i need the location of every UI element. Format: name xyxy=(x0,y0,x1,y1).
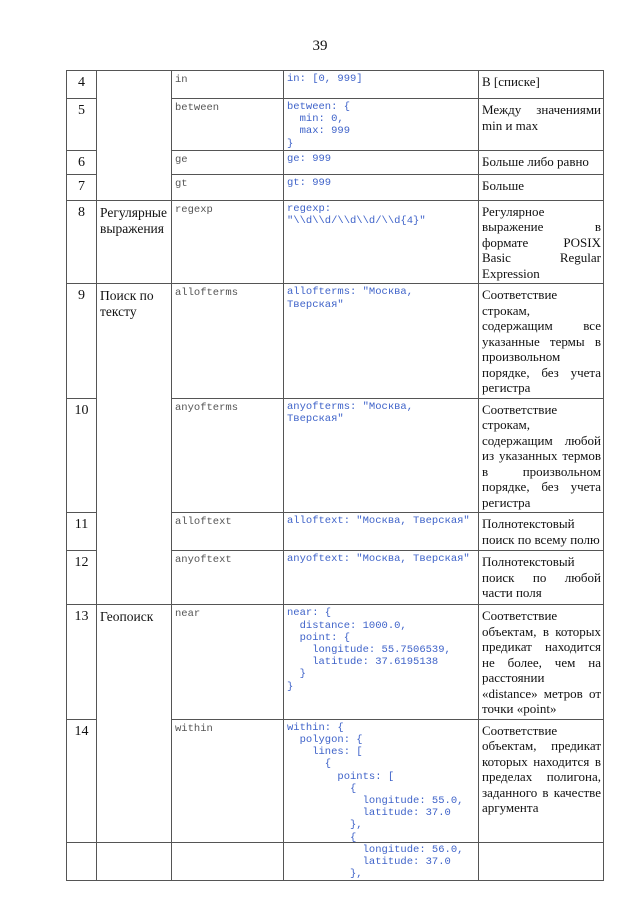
row-number: 7 xyxy=(67,174,97,200)
example-cell xyxy=(284,174,479,200)
description-cell: Соответствие объектам, в которых предикат находится не более, чем на расстоянии «distance» метров от точки «point» xyxy=(479,605,604,720)
example-code: regexp: "\\d\\d/\\d\\d/\\d{4}" xyxy=(287,202,426,228)
operator-cell: gt xyxy=(172,174,284,200)
example-cell xyxy=(284,200,479,284)
description-cell: Между значениями min и max xyxy=(479,99,604,151)
example-code: gt: 999 xyxy=(287,176,332,189)
operator-cell: within xyxy=(172,719,284,881)
example-cell xyxy=(284,551,479,605)
example-code: in: [0, 999] xyxy=(287,73,363,85)
example-code: allofterms: "Москва, Тверская" xyxy=(287,286,414,311)
category-cell: Регулярные выражения xyxy=(97,200,172,284)
table-row xyxy=(67,200,604,284)
example-cell xyxy=(284,99,479,151)
category-cell xyxy=(97,71,172,201)
description-cell: Соответствие объектам, предикат которых находится в пределах полигона, заданного в качестве аргумента xyxy=(479,719,604,881)
operator-cell: anyofterms xyxy=(172,398,284,513)
table-bottom-edge xyxy=(66,842,603,843)
example-code: anyoftext: "Москва, Тверская" xyxy=(287,553,470,566)
example-code: anyofterms: "Москва, Тверская" xyxy=(287,400,414,426)
operators-table xyxy=(66,70,604,881)
operator-cell: anyoftext xyxy=(172,551,284,605)
page-number: 39 xyxy=(312,38,328,54)
row-number: 12 xyxy=(67,551,97,605)
example-code: within: { polygon: { lines: [ { points: [ { longitude: 55.0, latitude: 37.0 }, { longitude: 56.0, latitude: 37.0 }, xyxy=(287,721,464,881)
example-cell xyxy=(284,719,479,881)
description-cell: Больше xyxy=(479,174,604,200)
example-cell xyxy=(284,605,479,720)
operator-cell: ge xyxy=(172,150,284,174)
example-code: near: { distance: 1000.0, point: { longitude: 55.7506539, latitude: 37.6195138 } } xyxy=(287,607,451,693)
row-number: 6 xyxy=(67,150,97,174)
example-code: between: { min: 0, max: 999 } xyxy=(287,101,351,150)
operator-cell: near xyxy=(172,605,284,720)
row-number: 11 xyxy=(67,513,97,551)
example-cell xyxy=(284,398,479,513)
operator-cell: allofterms xyxy=(172,284,284,399)
row-number: 14 xyxy=(67,719,97,881)
operator-cell: between xyxy=(172,99,284,151)
row-number: 4 xyxy=(67,71,97,99)
row-number: 9 xyxy=(67,284,97,399)
description-cell: Регулярное выражение в формате POSIX Basic Regular Expression xyxy=(479,200,604,284)
table-row xyxy=(67,605,604,720)
category-cell: Поиск по тексту xyxy=(97,284,172,605)
example-cell xyxy=(284,513,479,551)
description-cell: Полнотекстовый поиск по любой части поля xyxy=(479,551,604,605)
description-cell: В [списке] xyxy=(479,71,604,99)
row-number: 13 xyxy=(67,605,97,720)
row-number: 10 xyxy=(67,398,97,513)
operator-cell: regexp xyxy=(172,200,284,284)
example-cell xyxy=(284,284,479,399)
category-cell: Геопоиск xyxy=(97,605,172,881)
example-code: ge: 999 xyxy=(287,152,332,165)
example-code: alloftext: "Москва, Тверская" xyxy=(287,515,470,528)
operator-cell: in xyxy=(172,71,284,99)
operator-cell: alloftext xyxy=(172,513,284,551)
row-number: 5 xyxy=(67,99,97,151)
table-row xyxy=(67,284,604,399)
description-cell: Больше либо равно xyxy=(479,150,604,174)
description-cell: Соответствие строкам, содержащим все указанные термы в произвольном порядке, без учета регистра xyxy=(479,284,604,399)
row-number: 8 xyxy=(67,200,97,284)
description-cell: Соответствие строкам, содержащим любой из указанных термов в произвольном порядке, без учета регистра xyxy=(479,398,604,513)
table-row xyxy=(67,71,604,99)
example-cell xyxy=(284,150,479,174)
example-cell xyxy=(284,71,479,99)
description-cell: Полнотекстовый поиск по всему полю xyxy=(479,513,604,551)
